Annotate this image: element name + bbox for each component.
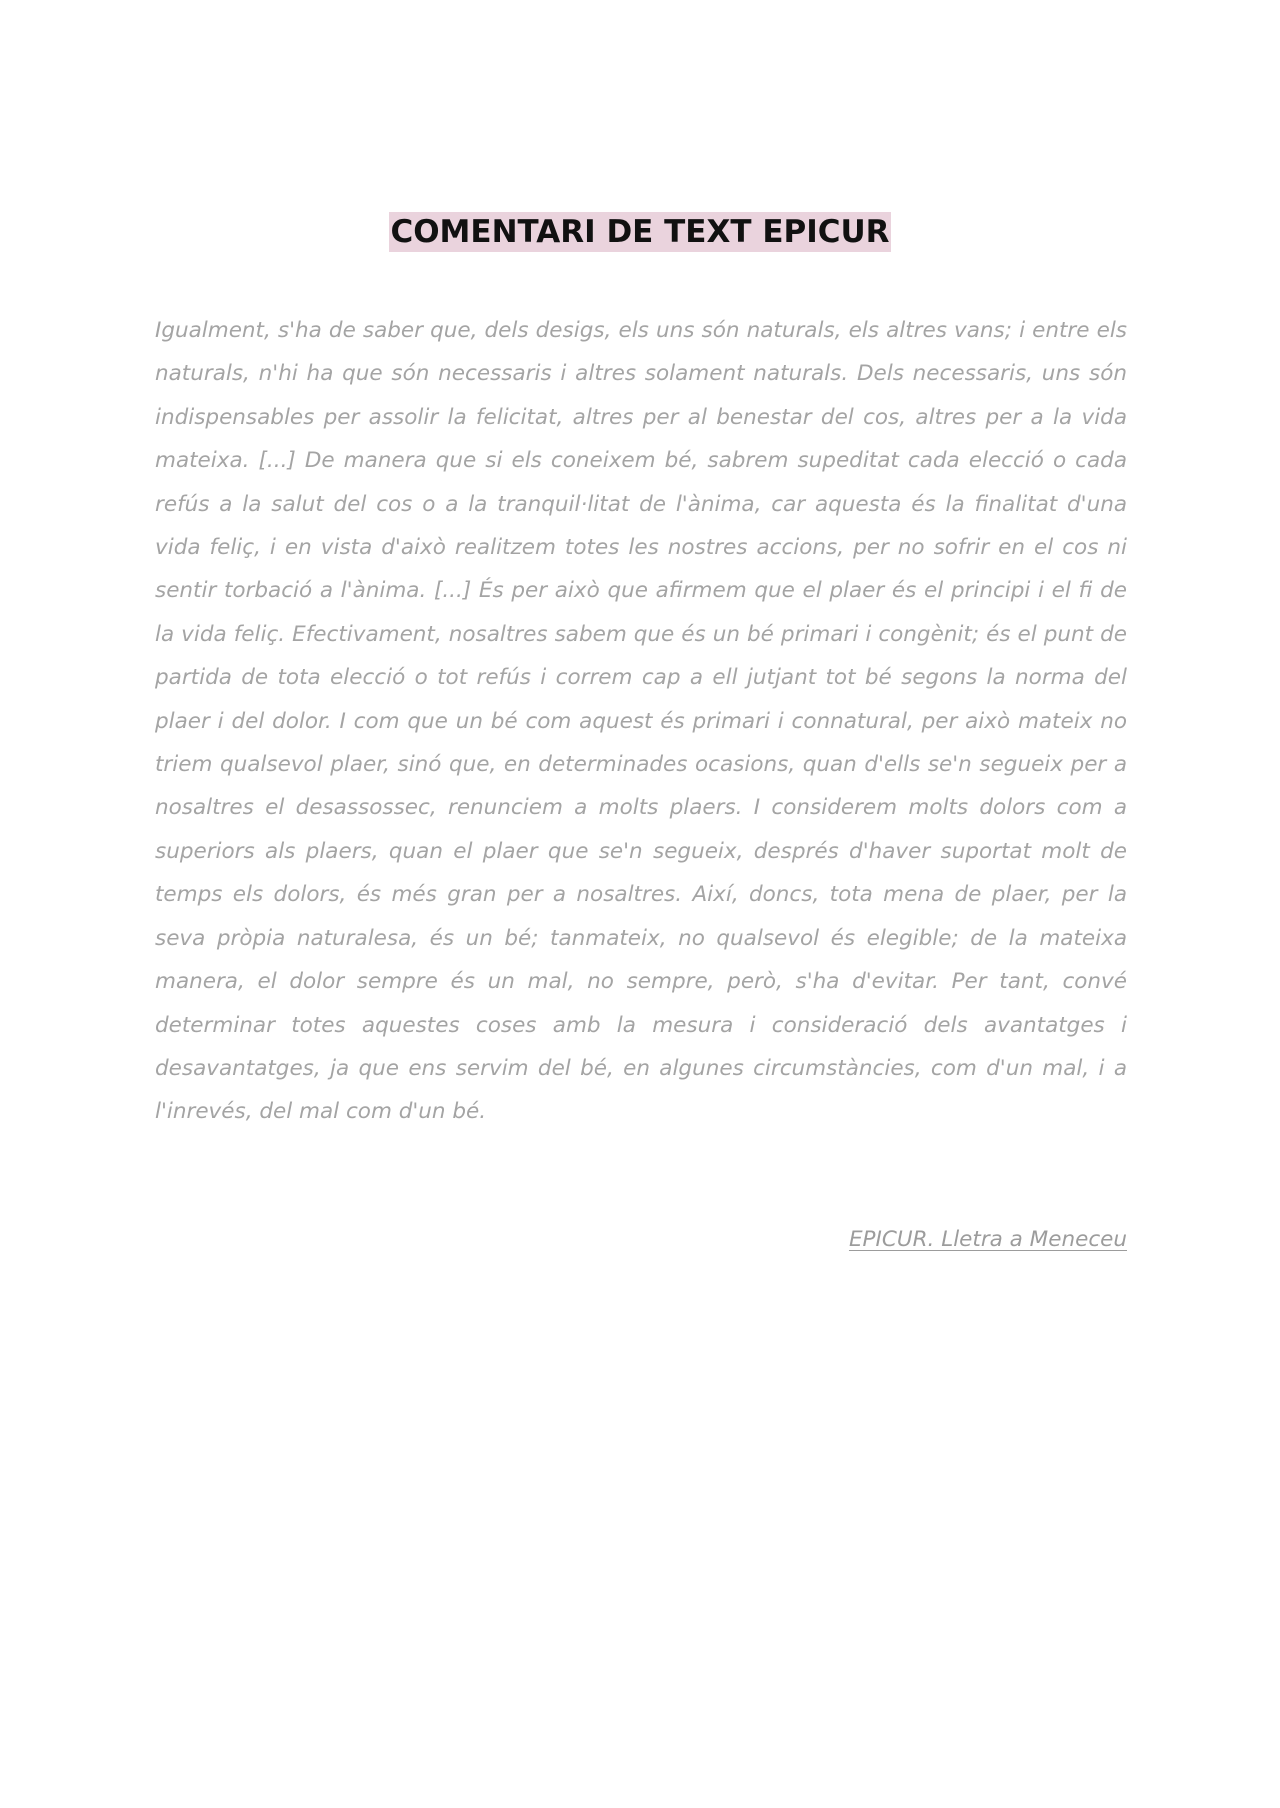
title-container xyxy=(0,212,1280,252)
source-attribution: EPICUR. Lletra a Meneceu xyxy=(848,1227,1127,1252)
document-title: COMENTARI DE TEXT EPICUR xyxy=(390,214,890,250)
quoted-text-paragraph: Igualment, s'ha de saber que, dels desigs, els uns són naturals, els altres vans; i entre els naturals, n'hi ha que són necessaris i altres solament naturals. Dels necessaris, uns són indispensables per assolir la felicitat, altres per al benestar del cos, altres per a la vida mateixa. [...] De manera que si els coneixem bé, sabrem supeditat cada elecció o cada refús a la salut del cos o a la tranquil·litat de l'ànima, car aquesta és la finalitat d'una vida feliç, i en vista d'això realitzem totes les nostres accions, per no sofrir en el cos ni sentir torbació a l'ànima. [...] És per això que afirmem que el plaer és el principi i el fi de la vida feliç. Efectivament, nosaltres sabem que és un bé primari i congènit; és el punt de partida de tota elecció o tot refús i correm cap a ell jutjant tot bé segons la norma del plaer i del dolor. I com que un bé com aquest és primari i connatural, per això mateix no triem qualsevol plaer, sinó que, en determinades ocasions, quan d'ells se'n segueix per a nosaltres el desassossec, renunciem a molts plaers. I considerem molts dolors com a superiors als plaers, quan el plaer que se'n segueix, després d'haver suportat molt de temps els dolors, és més gran per a nosaltres. Així, doncs, tota mena de plaer, per la seva pròpia naturalesa, és un bé; tanmateix, no qualsevol és elegible; de la mateixa manera, el dolor sempre és un mal, no sempre, però, s'ha d'evitar. Per tant, convé determinar totes aquestes coses amb la mesura i consideració dels avantatges i desavantatges, ja que ens servim del bé, en algunes circumstàncies, com d'un mal, i a l'inrevés, del mal com d'un bé. xyxy=(155,318,1127,1125)
